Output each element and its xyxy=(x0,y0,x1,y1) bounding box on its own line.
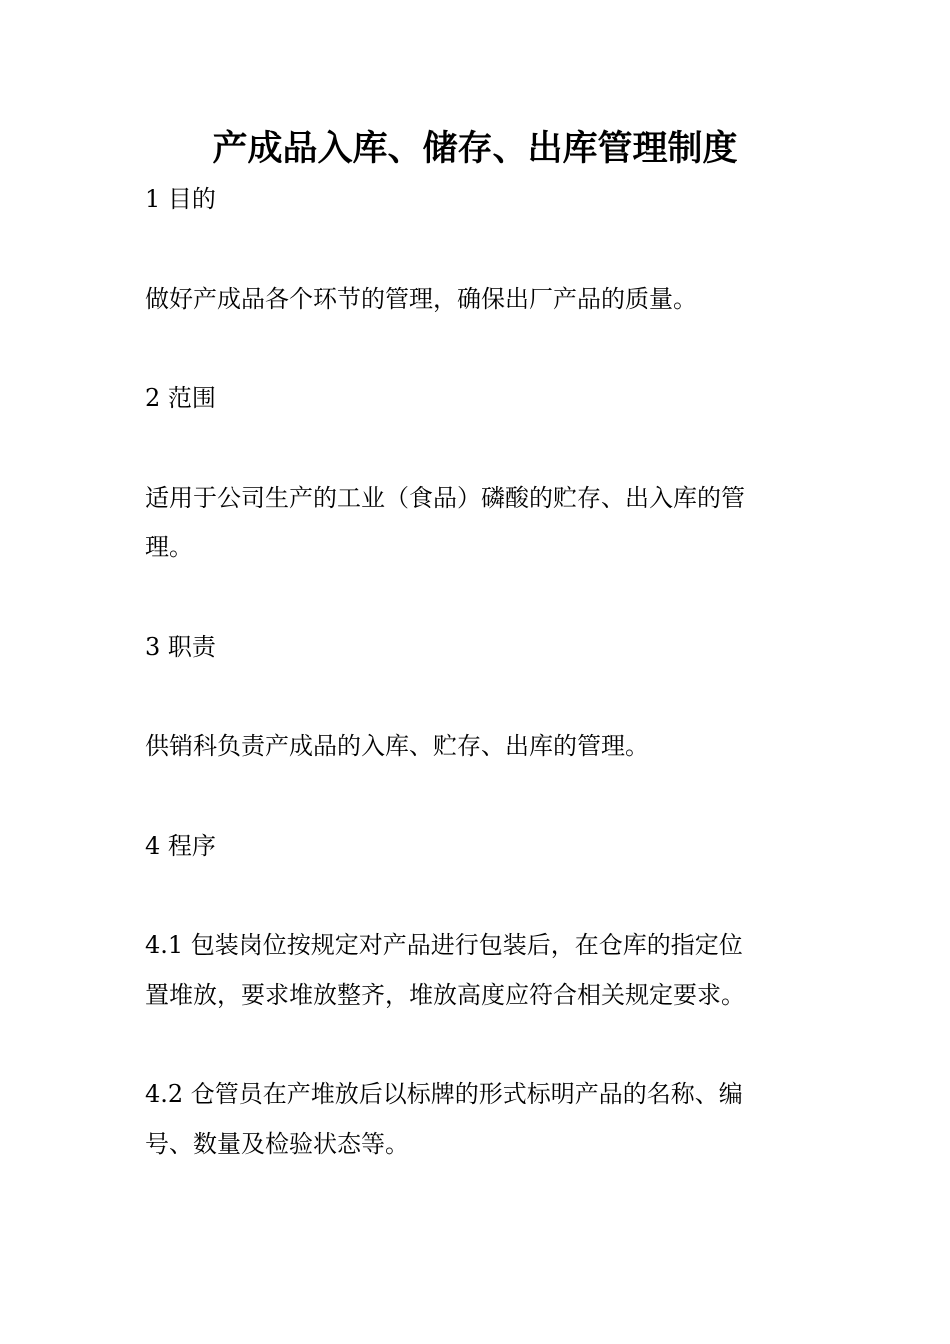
section-heading-purpose: 1 目的 xyxy=(145,185,216,213)
section-heading-procedure: 4 程序 xyxy=(145,832,216,860)
paragraph-procedure-4-2-line-1: 4.2 仓管员在产堆放后以标牌的形式标明产品的名称、编 xyxy=(145,1080,743,1108)
paragraph-procedure-4-2-line-2: 号、数量及检验状态等。 xyxy=(145,1130,409,1158)
paragraph-purpose: 做好产成品各个环节的管理，确保出厂产品的质量。 xyxy=(145,285,697,313)
paragraph-procedure-4-1-line-1: 4.1 包装岗位按规定对产品进行包装后，在仓库的指定位 xyxy=(145,931,743,959)
paragraph-scope-line-2: 理。 xyxy=(145,533,193,561)
section-heading-scope: 2 范围 xyxy=(145,384,216,412)
paragraph-procedure-4-1-line-2: 置堆放，要求堆放整齐，堆放高度应符合相关规定要求。 xyxy=(145,981,745,1009)
paragraph-scope-line-1: 适用于公司生产的工业（食品）磷酸的贮存、出入库的管 xyxy=(145,484,745,512)
paragraph-responsibility: 供销科负责产成品的入库、贮存、出库的管理。 xyxy=(145,732,649,760)
section-heading-responsibility: 3 职责 xyxy=(145,633,216,661)
document-title: 产成品入库、储存、出库管理制度 xyxy=(212,129,738,169)
